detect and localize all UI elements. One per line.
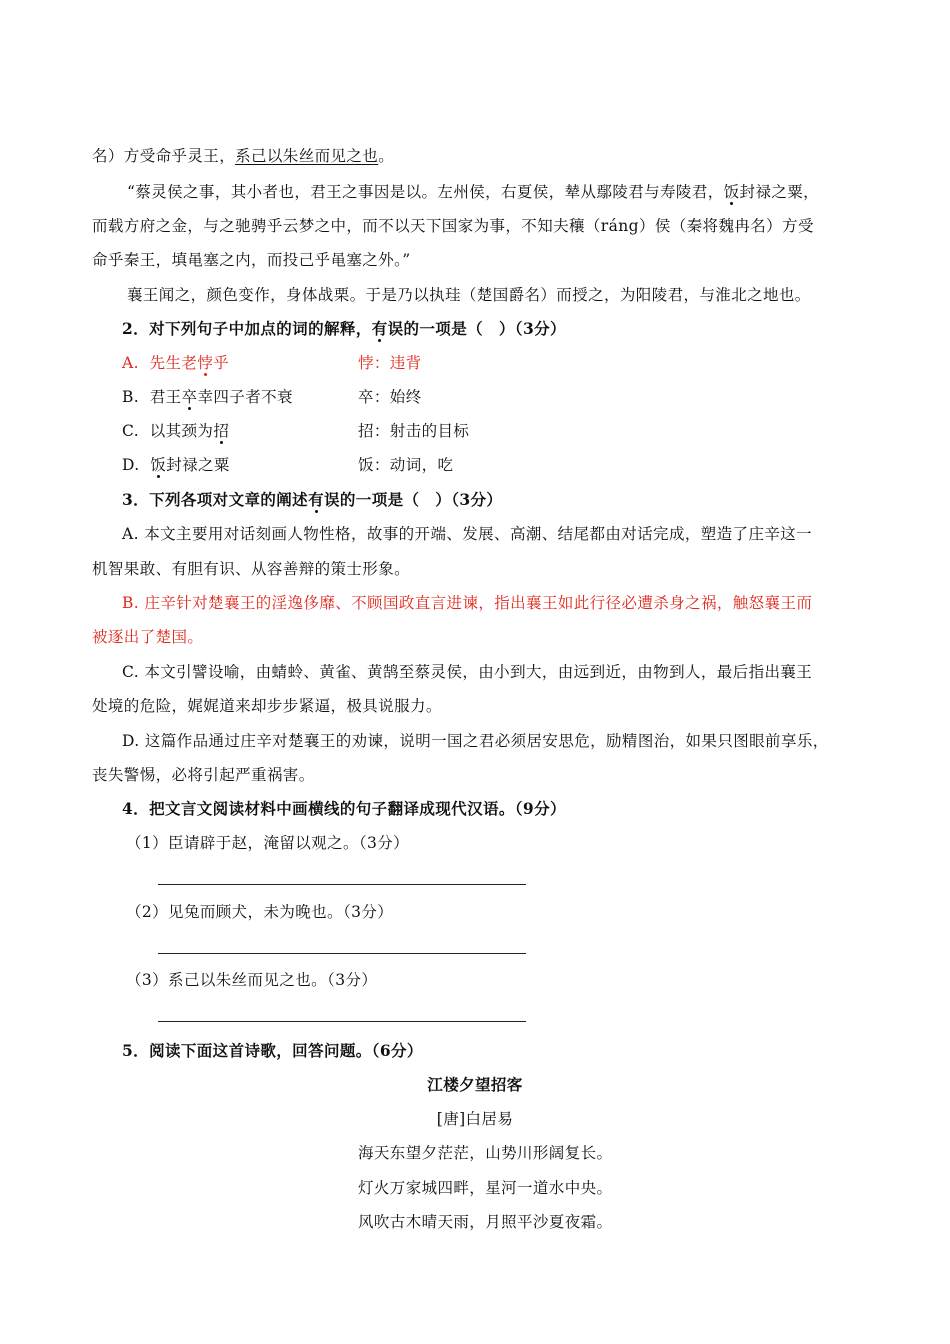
question-5-stem: 5．阅读下面这首诗歌，回答问题。（6分） — [122, 1041, 423, 1060]
q3-option-b-cont: 被逐出了楚国。 — [92, 628, 204, 646]
underlined-sentence: 系己以朱丝而见之也 — [235, 147, 379, 165]
poem-title: 江楼夕望招客 — [427, 1075, 523, 1094]
q3-option-a: A. 本文主要用对话刻画人物性格，故事的开端、发展、高潮、结尾都由对话完成，塑造了庄辛这一 — [122, 525, 813, 543]
q4-item-1: （1）臣请辟于赵，淹留以观之。（3分） — [126, 834, 410, 852]
passage-line: 而载方府之金，与之驰骋乎云梦之中，而不以天下国家为事，不知夫穰（ráng）侯（秦将魏冉名）方受 — [92, 217, 814, 235]
passage-line: 命乎秦王，填黾塞之内，而投己乎黾塞之外。” — [92, 251, 411, 269]
dotted-char: 饭 — [723, 183, 740, 201]
q4-item-3: （3）系己以朱丝而见之也。（3分） — [126, 971, 378, 989]
q2-option-c: C. 以其颈为招 招：射击的目标 — [122, 422, 470, 440]
answer-blank-1[interactable] — [158, 884, 526, 885]
passage-line: 襄王闻之，颜色变作，身体战栗。于是乃以执珪（楚国爵名）而授之，为阳陵君，与淮北之地也。 — [127, 286, 811, 304]
q4-item-2: （2）见兔而顾犬，未为晚也。（3分） — [126, 903, 394, 921]
poem-line: 风吹古木晴天雨，月照平沙夏夜霜。 — [358, 1213, 613, 1231]
question-3-stem: 3．下列各项对文章的阐述有误的一项是（ ）（3分） — [122, 490, 503, 509]
q2-option-b: B. 君王卒幸四子者不衰 卒：始终 — [122, 388, 422, 406]
passage-line: 名）方受命乎灵王，系己以朱丝而见之也。 — [92, 147, 395, 165]
q2-option-a: A. 先生老悖乎 悖：违背 — [122, 354, 422, 372]
question-2-stem: 2．对下列句子中加点的词的解释，有误的一项是（ ）（3分） — [122, 319, 566, 338]
q3-option-c-cont: 处境的危险，娓娓道来却步步紧逼，极具说服力。 — [92, 697, 442, 715]
passage-line: “蔡灵侯之事，其小者也，君王之事因是以。左州侯，右夏侯，辇从鄢陵君与寿陵君，饭封禄之粟， — [127, 183, 820, 201]
q3-option-d-cont: 丧失警惕，必将引起严重祸害。 — [92, 766, 315, 784]
q3-option-b: B. 庄辛针对楚襄王的淫逸侈靡、不顾国政直言进谏，指出襄王如此行径必遭杀身之祸，触怒襄王而 — [122, 594, 813, 612]
q3-option-a-cont: 机智果敢、有胆有识、从容善辩的策士形象。 — [92, 560, 411, 578]
q3-option-c: C. 本文引譬设喻，由蜻蛉、黄雀、黄鹄至蔡灵侯，由小到大，由远到近，由物到人，最后指出襄王 — [122, 663, 813, 681]
q2-option-d: D. 饭封禄之粟 饭：动词，吃 — [122, 456, 454, 474]
poem-author: [唐]白居易 — [436, 1110, 514, 1128]
q3-option-d: D. 这篇作品通过庄辛对楚襄王的劝谏，说明一国之君必须居安思危，励精图治，如果只图眼前享乐， — [122, 732, 829, 750]
answer-blank-3[interactable] — [158, 1021, 526, 1022]
poem-line: 海天东望夕茫茫，山势川形阔复长。 — [358, 1144, 613, 1162]
question-4-stem: 4．把文言文阅读材料中画横线的句子翻译成现代汉语。（9分） — [122, 799, 566, 818]
answer-blank-2[interactable] — [158, 953, 526, 954]
poem-line: 灯火万家城四畔，星河一道水中央。 — [358, 1179, 613, 1197]
